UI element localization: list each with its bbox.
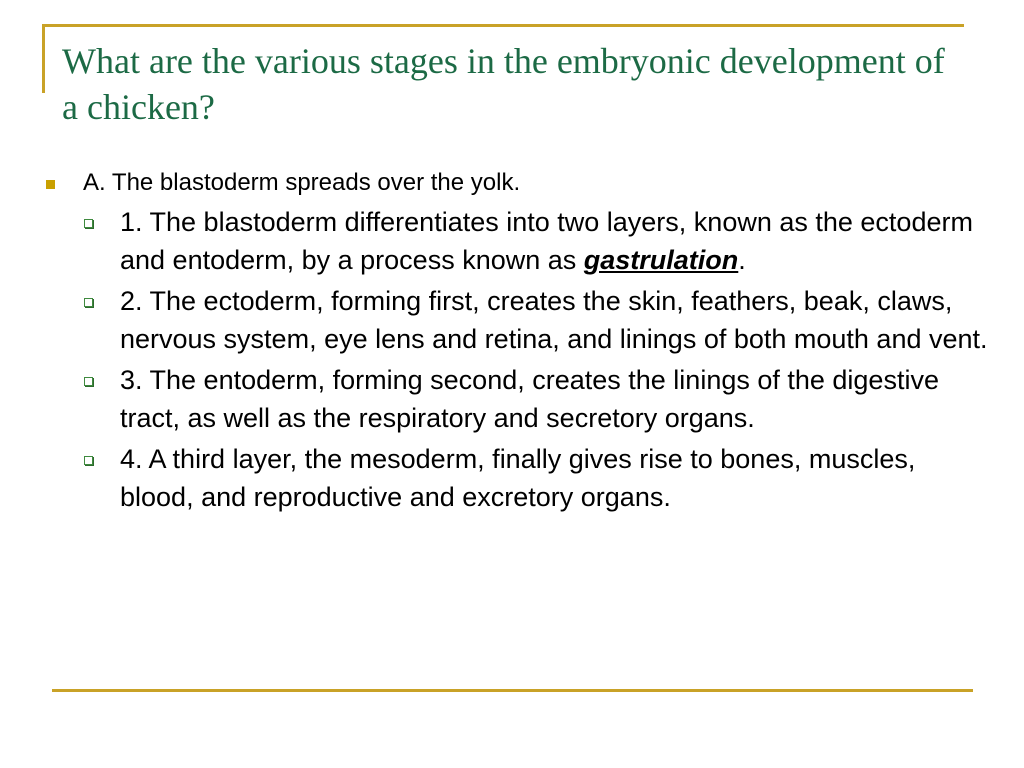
left-decorative-rule bbox=[42, 24, 45, 93]
sub-bullet-item bbox=[0, 362, 1024, 437]
hollow-square-bullet-icon bbox=[84, 377, 93, 386]
sub-bullet-text-end: . bbox=[738, 244, 746, 275]
sub-bullet-text: 2. The ectoderm, forming first, creates the skin, feathers, beak, claws, nervous system, eye lens and retina, and linings of both mouth and vent. bbox=[120, 286, 988, 354]
hollow-square-bullet-icon bbox=[84, 219, 93, 228]
hollow-square-bullet-icon bbox=[84, 298, 93, 307]
sub-bullet-text: 4. A third layer, the mesoderm, finally gives rise to bones, muscles, blood, and reproductive and excretory organs. bbox=[120, 444, 916, 512]
sub-bullet-item bbox=[0, 441, 1024, 516]
sub-bullet-item bbox=[0, 283, 1024, 358]
hollow-square-bullet-icon bbox=[84, 456, 93, 465]
bullet-text: A. The blastoderm spreads over the yolk. bbox=[83, 169, 521, 196]
slide-body bbox=[0, 166, 1024, 520]
bullet-item bbox=[0, 166, 1024, 200]
slide-title: What are the various stages in the embryonic development of a chicken? bbox=[62, 41, 945, 127]
sub-bullet-text: 1. The blastoderm differentiates into two layers, known as the ectoderm and entoderm, by a process known as bbox=[120, 207, 973, 275]
square-bullet-icon bbox=[46, 180, 55, 189]
emphasized-term: gastrulation bbox=[583, 244, 739, 275]
sub-bullet-text: 3. The entoderm, forming second, creates the linings of the digestive tract, as well as the respiratory and secretory organs. bbox=[120, 365, 939, 433]
sub-bullet-item bbox=[0, 204, 1024, 279]
top-decorative-rule bbox=[42, 24, 964, 27]
bottom-decorative-rule bbox=[52, 689, 973, 692]
